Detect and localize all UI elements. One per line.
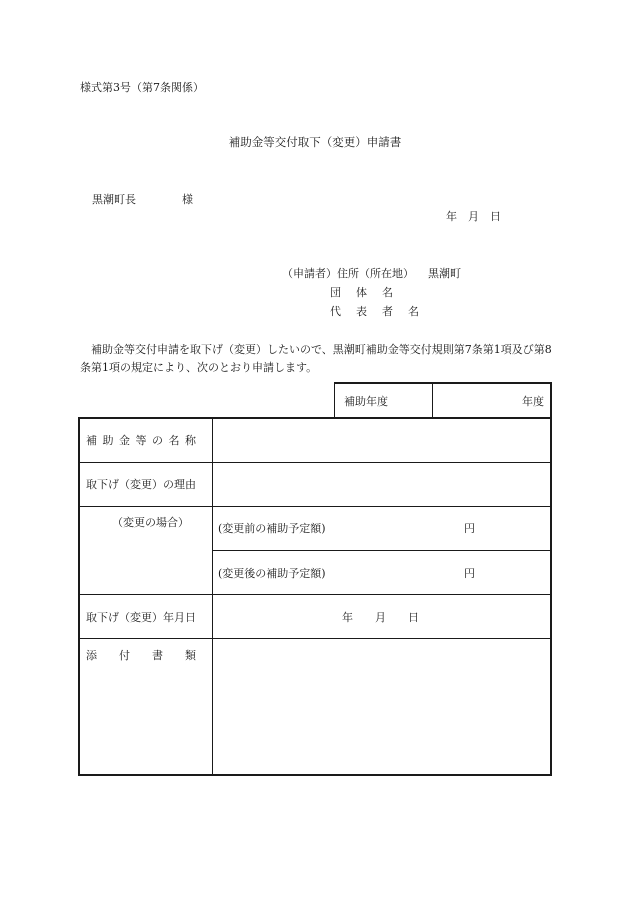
before-amount-label: (変更前の補助予定額) bbox=[218, 522, 326, 535]
submission-date: 年 月 日 bbox=[446, 210, 501, 223]
fiscal-year-unit: 年度 bbox=[522, 395, 544, 408]
document-title: 補助金等交付取下（変更）申請書 bbox=[228, 135, 402, 149]
row-line-4 bbox=[212, 550, 552, 551]
table-border-right bbox=[550, 382, 552, 776]
applicant-group-name: 団 体 名 bbox=[330, 286, 395, 299]
row-line-2 bbox=[78, 462, 552, 463]
body-text: 補助金等交付申請を取下げ（変更）したいので、黒潮町補助金等交付規則第7条第1項及び第8条第1項の規定により、次のとおり申請します。 bbox=[80, 343, 552, 374]
row-line-6 bbox=[78, 638, 552, 639]
addressee-honorific: 様 bbox=[182, 193, 193, 206]
applicant-address-value: 黒潮町 bbox=[428, 267, 461, 280]
fiscal-year-label: 補助年度 bbox=[344, 395, 388, 408]
table-border-top-right bbox=[334, 382, 552, 384]
fiscal-year-left-border bbox=[334, 382, 335, 418]
application-table bbox=[78, 382, 552, 776]
after-amount-unit: 円 bbox=[464, 567, 475, 580]
table-border-left bbox=[78, 418, 80, 776]
row-line-3 bbox=[78, 506, 552, 507]
row-line-1 bbox=[78, 417, 552, 419]
applicant-address-label: （申請者）住所（所在地） bbox=[282, 267, 414, 280]
applicant-representative: 代 表 者 名 bbox=[330, 305, 421, 318]
label-column-divider bbox=[212, 418, 213, 776]
before-amount-unit: 円 bbox=[464, 522, 475, 535]
addressee-name: 黒潮町長 bbox=[92, 193, 136, 206]
applicant-address bbox=[282, 268, 461, 279]
reason-label: 取下げ（変更）の理由 bbox=[86, 478, 196, 491]
after-amount-label: (変更後の補助予定額) bbox=[218, 567, 326, 580]
fiscal-year-divider bbox=[432, 382, 433, 418]
subsidy-name-label: 補 助 金 等 の 名 称 bbox=[86, 434, 197, 447]
change-case-label: （変更の場合） bbox=[112, 516, 189, 529]
form-number: 様式第3号（第7条関係） bbox=[80, 81, 204, 94]
row-line-5 bbox=[78, 594, 552, 595]
table-border-bottom bbox=[78, 774, 552, 776]
date-label: 取下げ（変更）年月日 bbox=[86, 611, 196, 624]
addressee bbox=[92, 194, 193, 205]
attachments-label: 添 付 書 類 bbox=[86, 649, 196, 662]
date-value: 年 月 日 bbox=[342, 611, 419, 624]
